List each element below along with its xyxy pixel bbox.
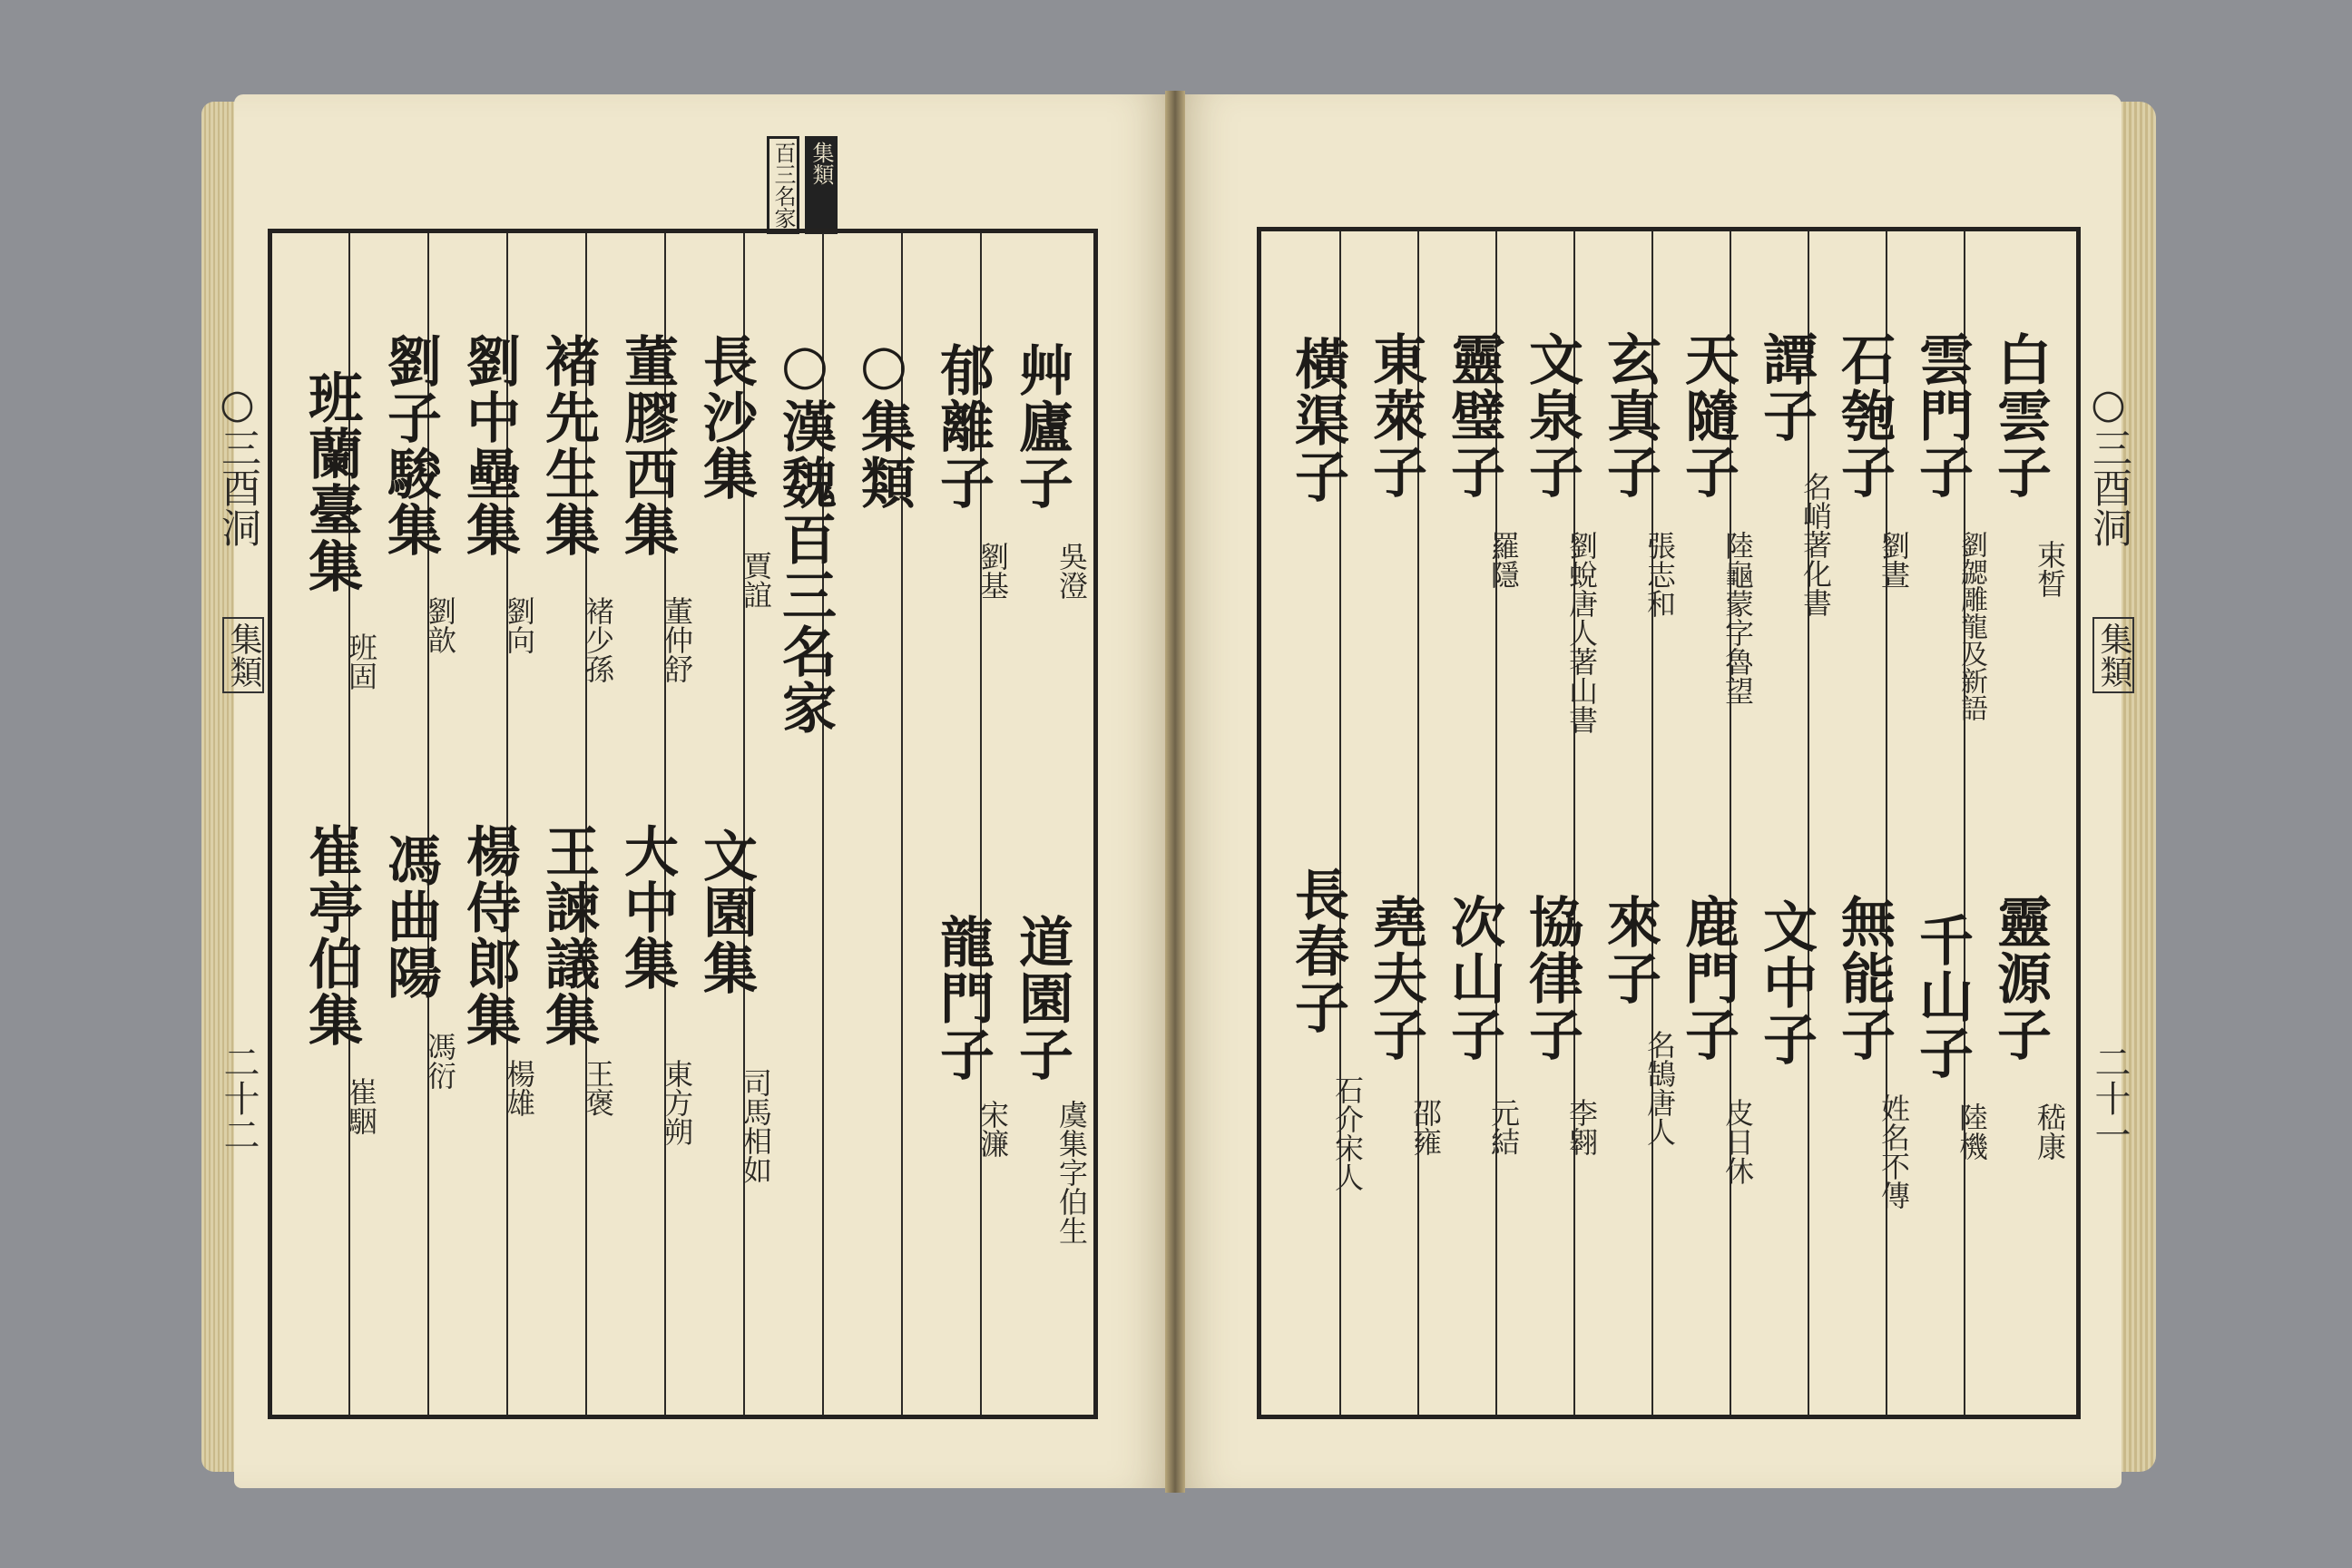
- right-column-1: [1987, 231, 2067, 1415]
- header-label-secondary: 百三名家: [767, 136, 799, 234]
- entry-note: 劉勰雕龍及新語: [1955, 531, 1987, 721]
- entry-note: 邵雍: [1408, 1098, 1443, 1156]
- left-column-8: [456, 233, 536, 1415]
- entry-title: 董膠西集: [615, 333, 679, 558]
- entry-title: 石匏子: [1832, 331, 1896, 500]
- entry-title: 橫渠子: [1286, 336, 1349, 505]
- right-column-2: [1909, 231, 1989, 1415]
- left-text-frame: [268, 229, 1098, 1419]
- left-column-7: [535, 233, 615, 1415]
- right-column-4: [1753, 231, 1833, 1415]
- entry-title: 玄真子: [1598, 331, 1661, 500]
- entry-title: 劉中壘集: [457, 333, 521, 558]
- entry-title: 文園集: [694, 828, 758, 996]
- entry-title: 大中集: [615, 823, 679, 992]
- left-column-5: [693, 233, 773, 1415]
- entry-title: 雲門子: [1910, 331, 1974, 500]
- left-column-10: [299, 233, 378, 1415]
- entry-note: 李翱: [1564, 1098, 1599, 1156]
- entry-title: 東萊子: [1364, 331, 1427, 500]
- entry-note: 劉歆: [423, 596, 457, 654]
- left-column-6: [614, 233, 694, 1415]
- right-column-6: [1597, 231, 1677, 1415]
- entry-note: 吳澄: [1054, 542, 1089, 600]
- entry-note: 陸機: [1955, 1102, 1989, 1161]
- entry-title: 長沙集: [694, 333, 758, 502]
- entry-title: 次山子: [1442, 894, 1505, 1063]
- entry-note: 名鵠唐人: [1642, 1030, 1677, 1146]
- entry-title: 馮曲陽: [378, 832, 442, 1001]
- entry-title: 龍門子: [931, 914, 995, 1083]
- entry-note: 褚少孫: [581, 596, 615, 683]
- entry-title: 協律子: [1520, 894, 1583, 1063]
- right-column-5: [1675, 231, 1755, 1415]
- right-column-8: [1441, 231, 1521, 1415]
- left-margin-title: ○三酉洞: [214, 381, 260, 547]
- entry-note: 宋濂: [975, 1100, 1010, 1158]
- entry-title: 艸廬子: [1010, 342, 1073, 511]
- entry-note: 劉蛻唐人著山書: [1564, 531, 1599, 734]
- entry-title: 文泉子: [1520, 331, 1583, 500]
- entry-title: 堯夫子: [1364, 894, 1427, 1063]
- entry-note: 東方朔: [660, 1059, 694, 1146]
- entry-title: 白雲子: [1988, 331, 2052, 500]
- entry-note: 張志和: [1642, 531, 1677, 618]
- entry-note: 馮衍: [423, 1032, 457, 1090]
- entry-title: 靈源子: [1988, 894, 2052, 1063]
- right-folio: 二十一: [2089, 1044, 2131, 1152]
- entry-note: 嵇康: [2033, 1102, 2067, 1161]
- entry-title: 王諫議集: [536, 823, 600, 1048]
- entry-title: 劉子駿集: [378, 333, 442, 558]
- entry-title: 楊侍郎集: [457, 823, 521, 1048]
- entry-note: 王褒: [581, 1059, 615, 1117]
- left-column-9: [377, 233, 457, 1415]
- header-label-primary: 集類: [805, 136, 838, 234]
- entry-title: 譚子: [1754, 331, 1818, 444]
- entry-note: 名峭著化書: [1798, 472, 1833, 617]
- entry-note: 班固: [344, 632, 378, 691]
- entry-note: 董仲舒: [660, 596, 694, 683]
- entry-note: 石介宋人: [1330, 1075, 1365, 1191]
- entry-note: 束晳: [2033, 540, 2067, 598]
- right-margin-title: ○三酉洞: [2085, 381, 2132, 547]
- entry-note: 劉基: [975, 542, 1010, 600]
- entry-title: 崔亭伯集: [299, 823, 363, 1048]
- header-label: [767, 136, 838, 234]
- entry-note: 劉向: [502, 596, 536, 654]
- right-column-3: [1831, 231, 1911, 1415]
- entry-title: 無能子: [1832, 894, 1896, 1063]
- left-margin-section: 集類: [222, 617, 264, 693]
- book-gutter: [1165, 91, 1185, 1493]
- entry-note: 虞集字伯生: [1054, 1100, 1089, 1245]
- left-column-1: [1009, 233, 1089, 1415]
- entry-title: 長春子: [1286, 867, 1349, 1035]
- left-column-4: [772, 233, 848, 1415]
- right-margin-section: 集類: [2092, 617, 2134, 693]
- entry-note: 皮日休: [1720, 1098, 1755, 1185]
- entry-title: 鹿門子: [1676, 894, 1740, 1063]
- entry-note: 崔駰: [344, 1077, 378, 1135]
- entry-note: 楊雄: [502, 1059, 536, 1117]
- entry-note: 姓名不傳: [1877, 1093, 1911, 1210]
- right-text-frame: [1257, 227, 2081, 1419]
- entry-title: 道園子: [1010, 914, 1073, 1083]
- entry-title: 千山子: [1910, 912, 1974, 1081]
- left-column-2: [930, 233, 1010, 1415]
- entry-title: 天隨子: [1676, 331, 1740, 500]
- left-folio: 二十二: [218, 1044, 260, 1152]
- entry-note: 陸龜蒙字魯望: [1720, 531, 1755, 705]
- right-column-9: [1363, 231, 1443, 1415]
- left-column-3: [851, 233, 927, 1415]
- section-heading: ○集類: [852, 333, 916, 511]
- entry-title: 班蘭臺集: [299, 369, 363, 594]
- entry-note: 司馬相如: [739, 1068, 773, 1184]
- entry-title: 來子: [1598, 894, 1661, 1006]
- entry-note: 劉晝: [1877, 531, 1911, 589]
- section-heading: ○漢魏百三名家: [773, 333, 837, 736]
- entry-title: 褚先生集: [536, 333, 600, 558]
- entry-note: 賈誼: [739, 551, 773, 609]
- entry-note: 元結: [1486, 1098, 1521, 1156]
- right-column-7: [1519, 231, 1599, 1415]
- entry-title: 靈璧子: [1442, 331, 1505, 500]
- entry-note: 羅隱: [1486, 531, 1521, 589]
- entry-title: 文中子: [1754, 898, 1818, 1067]
- right-column-10: [1285, 231, 1365, 1415]
- entry-title: 郁離子: [931, 342, 995, 511]
